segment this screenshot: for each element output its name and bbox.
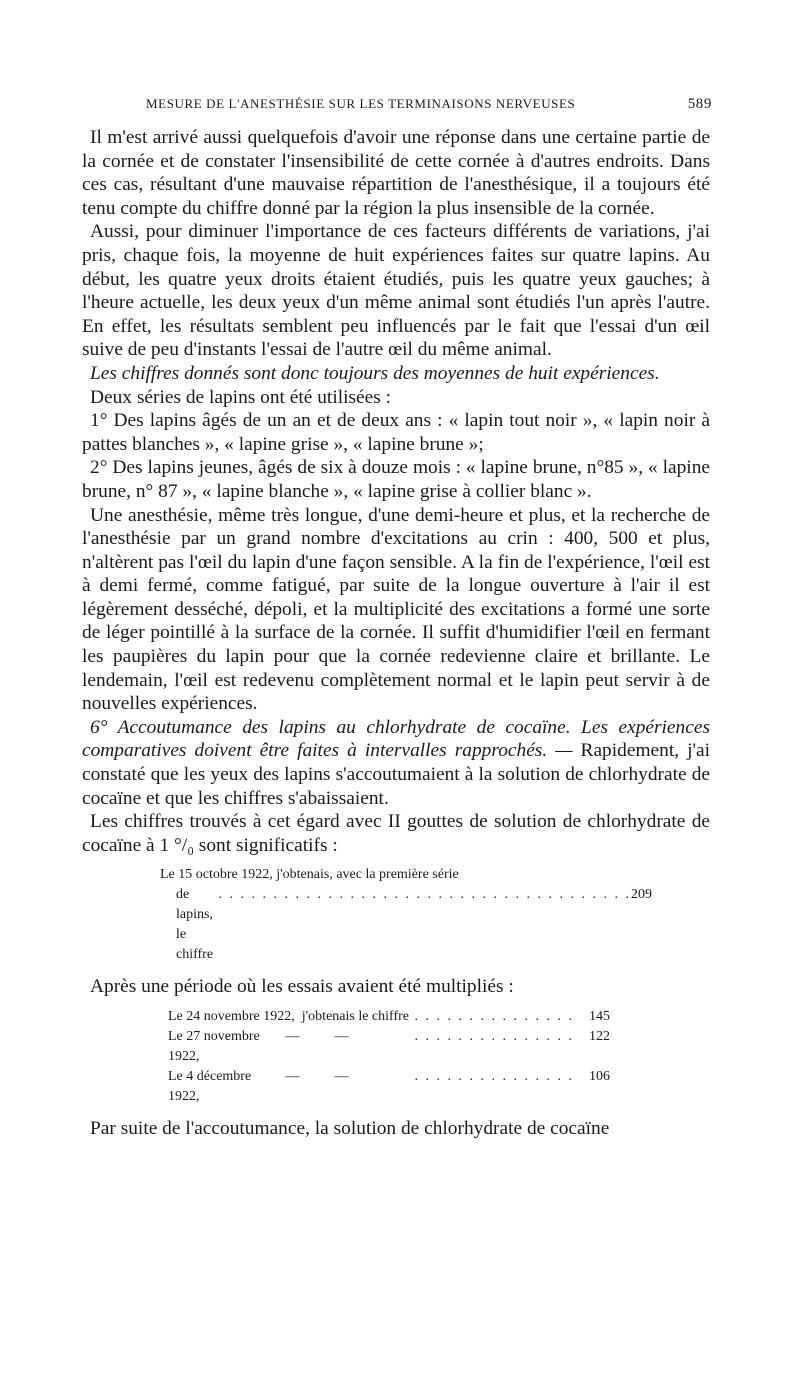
page-number: 589: [687, 96, 712, 112]
table-value: 209: [631, 887, 653, 903]
leader-dots: . . . . . . . . . . . . . . .: [409, 1009, 574, 1024]
table-row: [168, 1027, 610, 1067]
leader-dots: . . . . . . . . . . . . . . .: [348, 1029, 574, 1044]
table-value: 145: [589, 1009, 610, 1024]
table-text: j'obtenais le chiffre: [301, 1009, 409, 1024]
paragraph: Il m'est arrivé aussi quelquefois d'avoir une réponse dans une certaine partie de la cornée et de constater l'insensibilité de cette cornée à d'autres endroits. Dans ces cas, résultant d'une mauvaise répartition de l'anesthésique, il a toujours été tenu compte du chiffre donné par la région la plus insensible de la cornée.: [82, 127, 710, 219]
table-value: 106: [589, 1069, 610, 1084]
table-text: — —: [285, 1029, 349, 1044]
paragraph: Par suite de l'accoutumance, la solution de chlorhydrate de cocaïne: [90, 1118, 610, 1139]
leader-dots: . . . . . . . . . . . . . . .: [348, 1069, 574, 1084]
table-date: Le 4 décembre 1922,: [168, 1069, 252, 1104]
table-row: [160, 885, 653, 965]
list-item: 1° Des lapins âgés de un an et de deux ans : « lapin tout noir », « lapin noir à pattes blanches », « lapine grise », « lapine brune »;: [82, 410, 710, 455]
leader-dots: . . . . . . . . . . . . . . . . . . . . . . . . . . . . . . . . . . . . . .: [213, 887, 632, 903]
paragraph: Les chiffres trouvés à cet égard avec II gouttes de solution de chlorhydrate de cocaïne à 1 °/₀ sont significatifs :: [82, 811, 710, 856]
table-row: [168, 1067, 610, 1107]
paragraph-section-6: [82, 716, 710, 810]
section-heading: 6° Accoutumance des lapins au chlorhydrate de cocaïne. Les expériences comparatives doivent être faites à intervalles rapprochés. —: [82, 716, 710, 762]
paragraph: Deux séries de lapins ont été utilisées :: [90, 386, 392, 408]
paragraph: Une anesthésie, même très longue, d'une demi-heure et plus, et la recherche de l'anesthésie par un grand nombre d'excitations au crin : 400, 500 et plus, n'altèrent pas l'œil du lapin d'une façon sensible. A la fin de l'expérience, l'œil est à demi fermé, comme fatigué, par suite de la longue ouverture à l'air il est légèrement desséché, dépoli, et la multiplicité des excitations a formé une sorte de léger pointillé à la surface de la cornée. Il suffit d'humidifier l'œil en fermant les paupières du lapin pour que la cornée redevienne claire et brillante. Le lendemain, l'œil est redevenu complètement normal et le lapin peut servir à de nouvelles expériences.: [82, 504, 710, 715]
table-date: Le 27 novembre 1922,: [168, 1029, 260, 1064]
table-text: de lapins, le chiffre: [176, 887, 214, 963]
table-value: 122: [589, 1029, 610, 1044]
results-table-first: [160, 865, 653, 965]
table-row: [160, 865, 610, 885]
table-date: Le 24 novembre 1922,: [168, 1009, 295, 1024]
body-text: [82, 126, 710, 1141]
paragraph: Aussi, pour diminuer l'importance de ces facteurs différents de variations, j'ai pris, chaque fois, la moyenne de huit expériences faites sur quatre lapins. Au début, les quatre yeux droits étaient étudiés, puis les quatre yeux gauches; à l'heure actuelle, les deux yeux d'un même animal sont étudiés l'un après l'autre. En effet, les résultats semblent peu influencés par le fait que l'essai d'un œil suive de peu d'instants l'essai de l'autre œil du même animal.: [82, 221, 710, 361]
paragraph: Après une période où les essais avaient été multipliés :: [90, 976, 514, 998]
table-row: [168, 1007, 610, 1027]
running-title: MESURE DE L'ANESTHÉSIE SUR LES TERMINAISONS NERVEUSES: [146, 96, 576, 111]
table-text: Le 15 octobre 1922, j'obtenais, avec la première série: [160, 867, 459, 883]
list-item: 2° Des lapins jeunes, âgés de six à douze mois : « lapine brune, n°85 », « lapine brune, n° 87 », « lapine blanche », « lapine grise à collier blanc ».: [82, 457, 710, 502]
paragraph-italic: Les chiffres donnés sont donc toujours des moyennes de huit expériences.: [90, 362, 660, 384]
table-text: — —: [285, 1069, 349, 1084]
results-table-second: [168, 1007, 610, 1107]
section-text: Rapidement, j'ai constaté que les yeux des lapins s'accoutumaient à la solution de chlorhydrate de cocaïne et que les chiffres s'abaissaient.: [82, 740, 710, 809]
